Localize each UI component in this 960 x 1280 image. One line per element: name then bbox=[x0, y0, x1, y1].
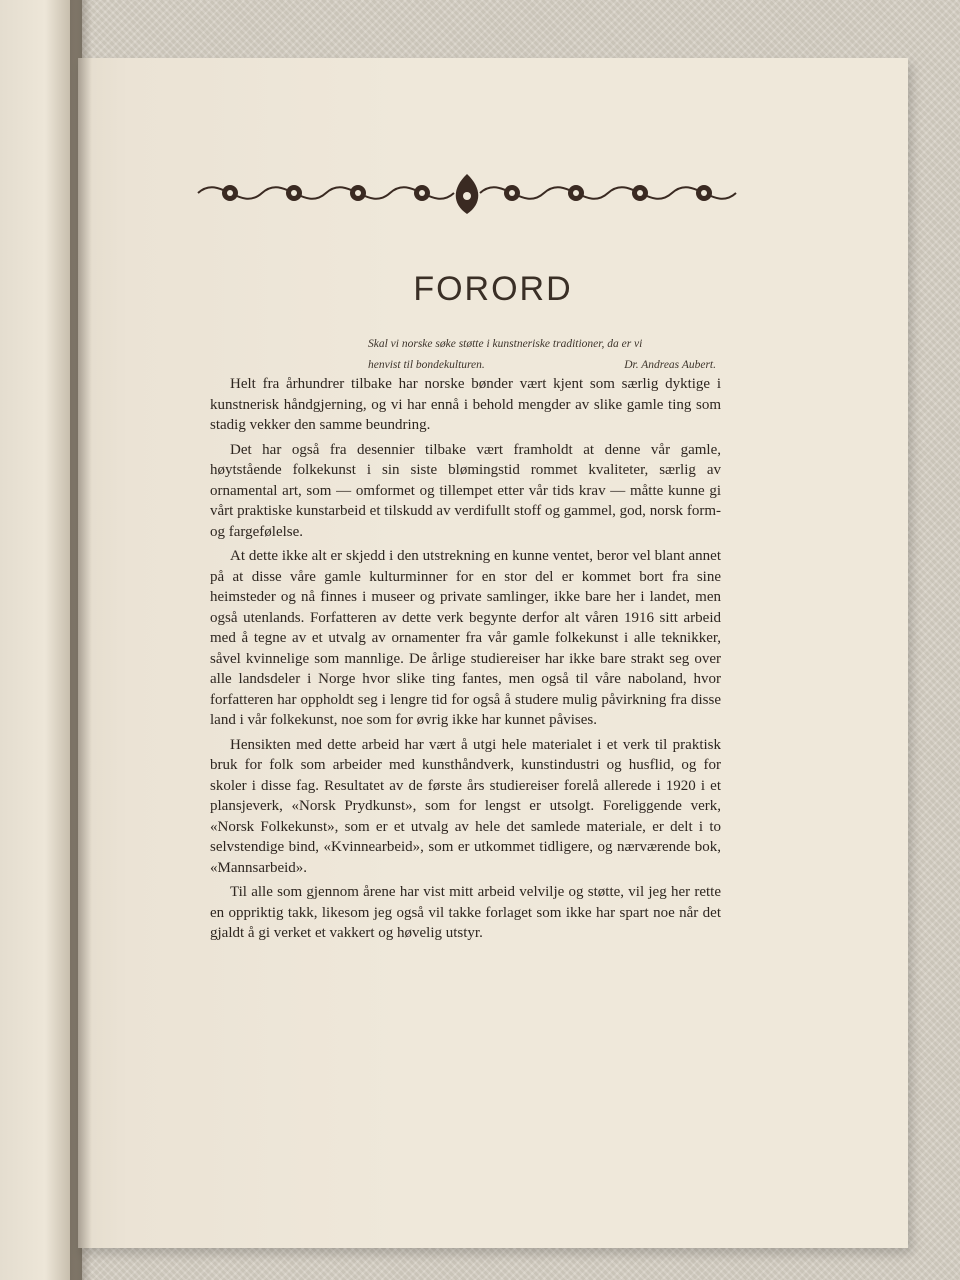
epigraph bbox=[368, 334, 716, 376]
epigraph-text-2: henvist til bondekulturen. bbox=[368, 359, 485, 371]
paragraph: Helt fra århundrer tilbake har norske bønder vært kjent som særlig dyktige i kunstnerisk håndgjerning, og vi har ennå i behold mengder av slike gamle ting som stadig vekker den samme beundring. bbox=[210, 376, 721, 433]
foreword-body bbox=[210, 374, 721, 948]
epigraph-line bbox=[368, 355, 716, 376]
page-title: FORORD bbox=[413, 270, 573, 308]
spine-shadow bbox=[70, 0, 92, 1280]
epigraph-attribution: Dr. Andreas Aubert. bbox=[624, 359, 716, 371]
ornamental-border bbox=[190, 168, 744, 218]
paragraph: Til alle som gjennom årene har vist mitt arbeid velvilje og støtte, vil jeg her rette en oppriktig takk, likesom jeg også vil takke forlaget som ikke har spart noe når det gjaldt å gi verket et vakkert og høvelig utstyr. bbox=[210, 884, 721, 941]
epigraph-text-1: Skal vi norske søke støtte i kunstneriske traditioner, da er vi bbox=[368, 338, 643, 350]
book-page bbox=[78, 58, 908, 1248]
epigraph-line bbox=[368, 334, 716, 355]
paragraph: At dette ikke alt er skjedd i den utstrekning en kunne ventet, beror vel blant annet på at disse våre gamle kulturminner for en stor del er kommet bort fra sine heimsteder og nå finnes i museer og private samlinger, ikke bare her i landet, men også utenlands. Forfatteren av dette verk begynte derfor alt våren 1916 sitt arbeid med å tegne av et utvalg av ornamenter fra vår gamle folkekunst i alle teknikker, såvel kvinnelige som mannlige. De årlige studiereiser har ikke bare strakt seg over alle landsdeler i Norge hvor slike ting fantes, men også til våre naboland, hvor forfatteren har oppholdt seg i lengre tid for også å studere mulig påvirkning fra disse land i vår folkekunst, noe som for øvrig ikke har kunnet påvises. bbox=[210, 548, 721, 728]
paragraph: Det har også fra desennier tilbake vært framholdt at denne vår gamle, høytstående folkekunst i sin siste blømingstid rommet kvaliteter, særlig av ornamental art, som — omformet og tillempet etter vår tids krav — måtte kunne gi vårt praktiske kunstarbeid et tilskudd av verdifullt stoff og gammel, god, norsk form- og fargefølelse. bbox=[210, 441, 721, 540]
paragraph: Hensikten med dette arbeid har vært å utgi hele materialet i et verk til praktisk bruk for folk som arbeider med kunsthåndverk, kunstindustri og husflid, og for skoler i disse fag. Resultatet av de første års studiereiser forelå allerede i 1920 i et plansjeverk, «Norsk Prydkunst», som for lengst er utsolgt. Foreliggende verk, «Norsk Folkekunst», som er et utvalg av hele det samlede materiale, er delt i to selvstendige bind, «Kvinnearbeid», som er utkommet tidligere, og nærværende bok, «Mannsarbeid». bbox=[210, 736, 721, 876]
